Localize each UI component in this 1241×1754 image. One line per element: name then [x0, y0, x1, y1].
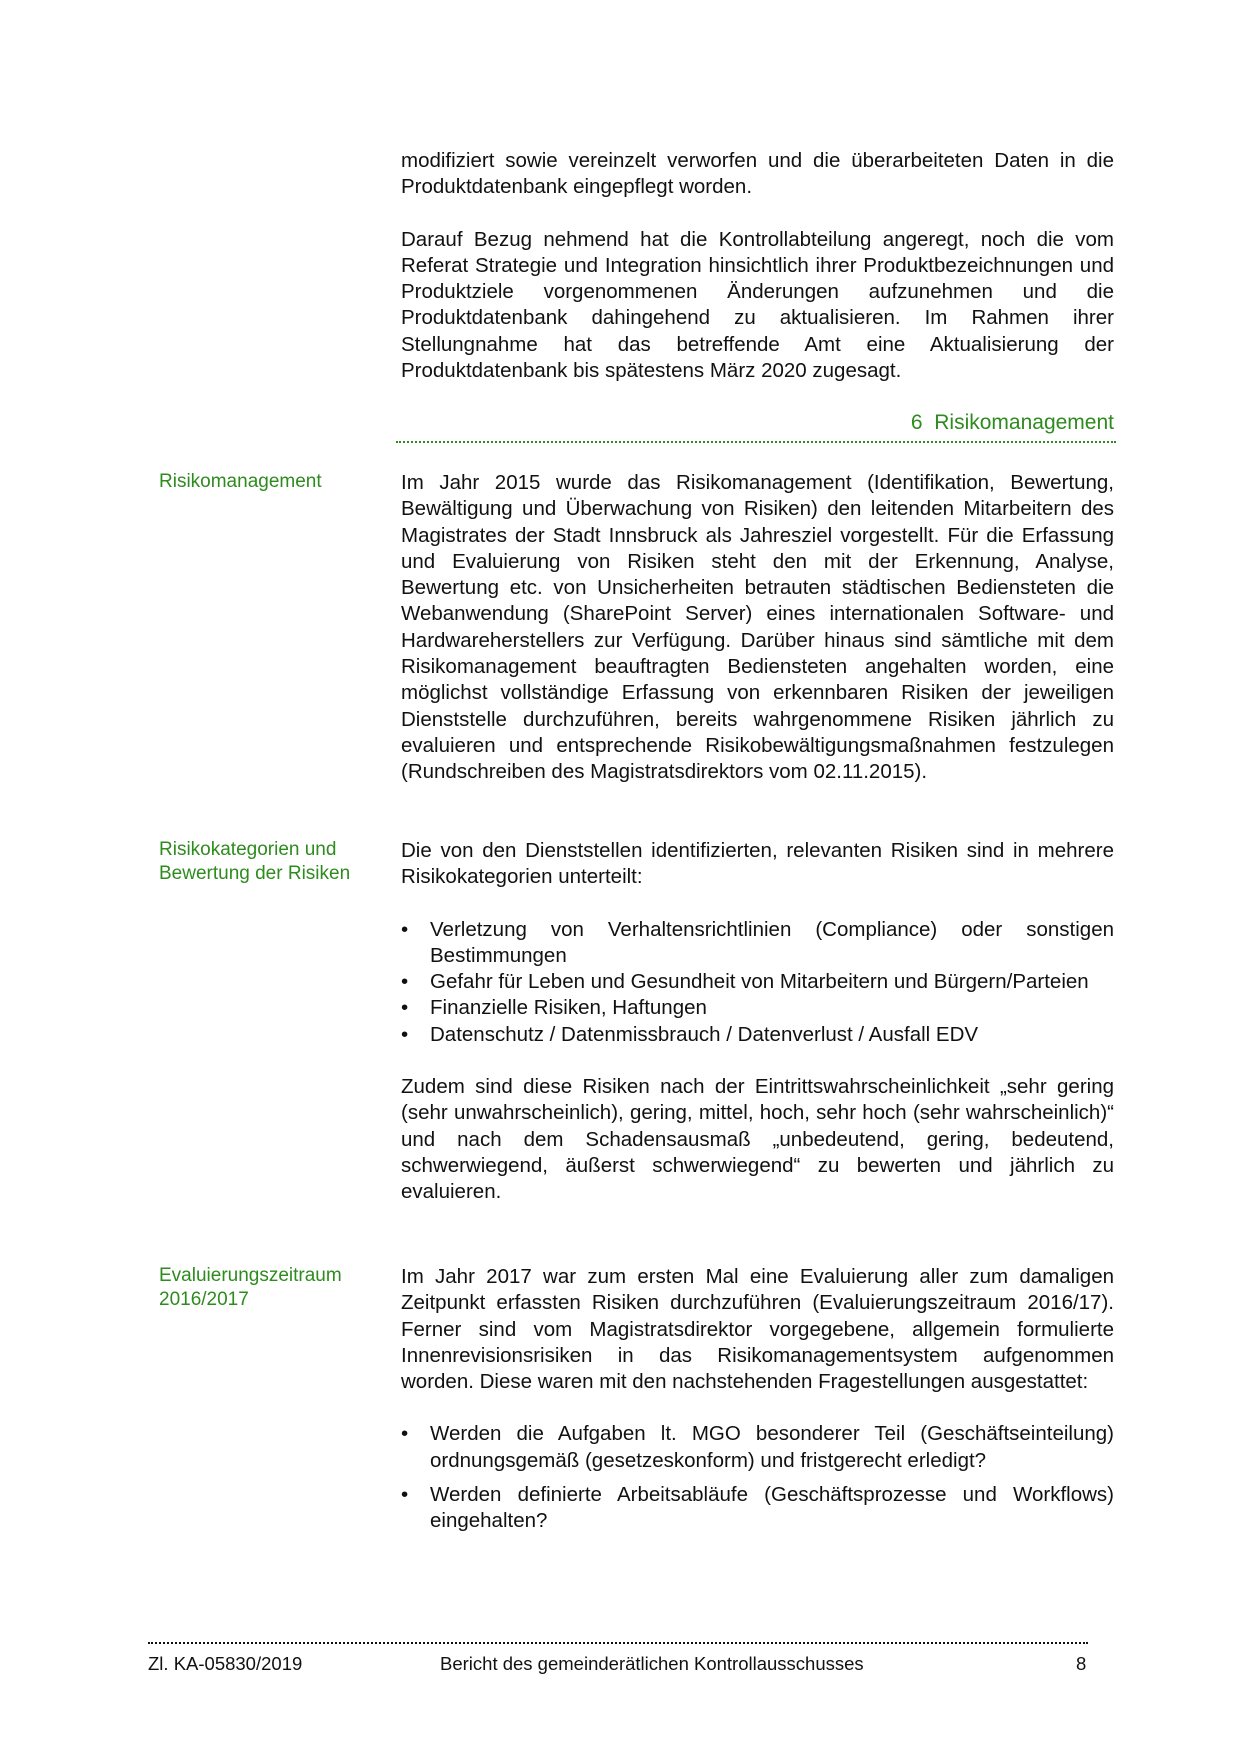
risk-paragraph-1: Im Jahr 2015 wurde das Risikomanagement (Identifikation, Bewertung, Bewältigung und Überwachung von Risiken) den leitenden Mitarbeitern des Magistrates der Stadt Innsbruck als Jahresziel vorgestellt. Für die Erfassung und Evaluierung von Risiken steht den mit der Erkennung, Analyse, Bewertung etc. von Unsicherheiten betrauten städtischen Bediensteten die Webanwendung (SharePoint Server) eines internationalen Software- und Hardwareherstellers zur Verfügung. Darüber hinaus sind sämtliche mit dem Risikomanagement beauftragten Bediensteten angehalten worden, eine möglichst vollständige Erfassung von erkennbaren Risiken der jeweiligen Dienststelle durchzuführen, bereits wahrgenommene Risiken jährlich zu evaluieren und entsprechende Risikobewältigungsmaßnahmen festzulegen (Rundschreiben des Magistratsdirektors vom 02.11.2015).	[401, 471, 1114, 784]
risk-intro-block	[401, 470, 1114, 786]
page-number: 8	[1076, 1653, 1087, 1674]
margin-label-evaluierung: Evaluierungszeitraum 2016/2017	[159, 1265, 342, 1310]
section-title: Risikomanagement	[934, 411, 1114, 434]
list-item: • Finanzielle Risiken, Haftungen	[401, 995, 1114, 1021]
evaluation-block	[401, 1264, 1114, 1535]
margin-label-risikomanagement: Risikomanagement	[159, 471, 322, 492]
risk-paragraph-3: Zudem sind diese Risiken nach der Eintrittswahrscheinlichkeit „sehr gering (sehr unwahrscheinlich), gering, mittel, hoch, sehr hoch (sehr wahrscheinlich)“ und nach dem Schadensausmaß „unbedeutend, gering, bedeutend, schwerwiegend, äußerst schwerwiegend“ zu bewerten und jährlich zu evaluieren.	[401, 1075, 1114, 1204]
section-divider	[396, 441, 1116, 443]
risk-paragraph-4: Im Jahr 2017 war zum ersten Mal eine Evaluierung aller zum damaligen Zeitpunkt erfassten Risiken durchzuführen (Evaluierungszeitraum 2016/17). Ferner sind vom Magistratsdirektor vorgegebene, allgemein formulierte Innenrevisionsrisiken in das Risikomanagementsystem aufgenommen worden. Diese waren mit den nachstehenden Fragestellungen ausgestattet:	[401, 1265, 1114, 1394]
list-item: • Datenschutz / Datenmissbrauch / Datenverlust / Ausfall EDV	[401, 1022, 1114, 1048]
list-item: • Verletzung von Verhaltensrichtlinien (Compliance) oder sonstigen Bestimmungen	[401, 917, 1114, 970]
category-list	[401, 917, 1114, 1048]
footer-reference: Zl. KA-05830/2019	[148, 1653, 303, 1674]
footer-title: Bericht des gemeinderätlichen Kontrollausschusses	[440, 1653, 864, 1674]
intro-paragraph-2: Darauf Bezug nehmend hat die Kontrollabteilung angeregt, noch die vom Referat Strategie und Integration hinsichtlich ihrer Produktbezeichnungen und Produktziele vorgenommenen Änderungen aufzunehmen und die Produktdatenbank dahingehend zu aktualisieren. Im Rahmen ihrer Stellungnahme hat das betreffende Amt eine Aktualisierung der Produktdatenbank bis spätestens März 2020 zugesagt.	[401, 227, 1114, 383]
question-list	[401, 1421, 1114, 1534]
risk-paragraph-2: Die von den Dienststellen identifizierten, relevanten Risiken sind in mehrere Risikokategorien unterteilt:	[401, 839, 1114, 889]
intro-paragraph-1: modifiziert sowie vereinzelt verworfen und die überarbeiteten Daten in die Produktdatenbank eingepflegt worden.	[401, 149, 1114, 199]
section-heading	[401, 410, 1114, 436]
list-item: • Gefahr für Leben und Gesundheit von Mitarbeitern und Bürgern/Parteien	[401, 969, 1114, 995]
categories-block	[401, 838, 1114, 1206]
list-item: • Werden die Aufgaben lt. MGO besonderer Teil (Geschäftseinteilung) ordnungsgemäß (gesetzeskonform) und fristgerecht erledigt?	[401, 1421, 1114, 1474]
section-number: 6	[910, 411, 923, 434]
intro-block	[401, 148, 1114, 384]
margin-label-kategorien: Risikokategorien und Bewertung der Risiken	[159, 839, 351, 884]
footer-divider	[148, 1642, 1088, 1644]
list-item: • Werden definierte Arbeitsabläufe (Geschäftsprozesse und Workflows) eingehalten?	[401, 1482, 1114, 1535]
